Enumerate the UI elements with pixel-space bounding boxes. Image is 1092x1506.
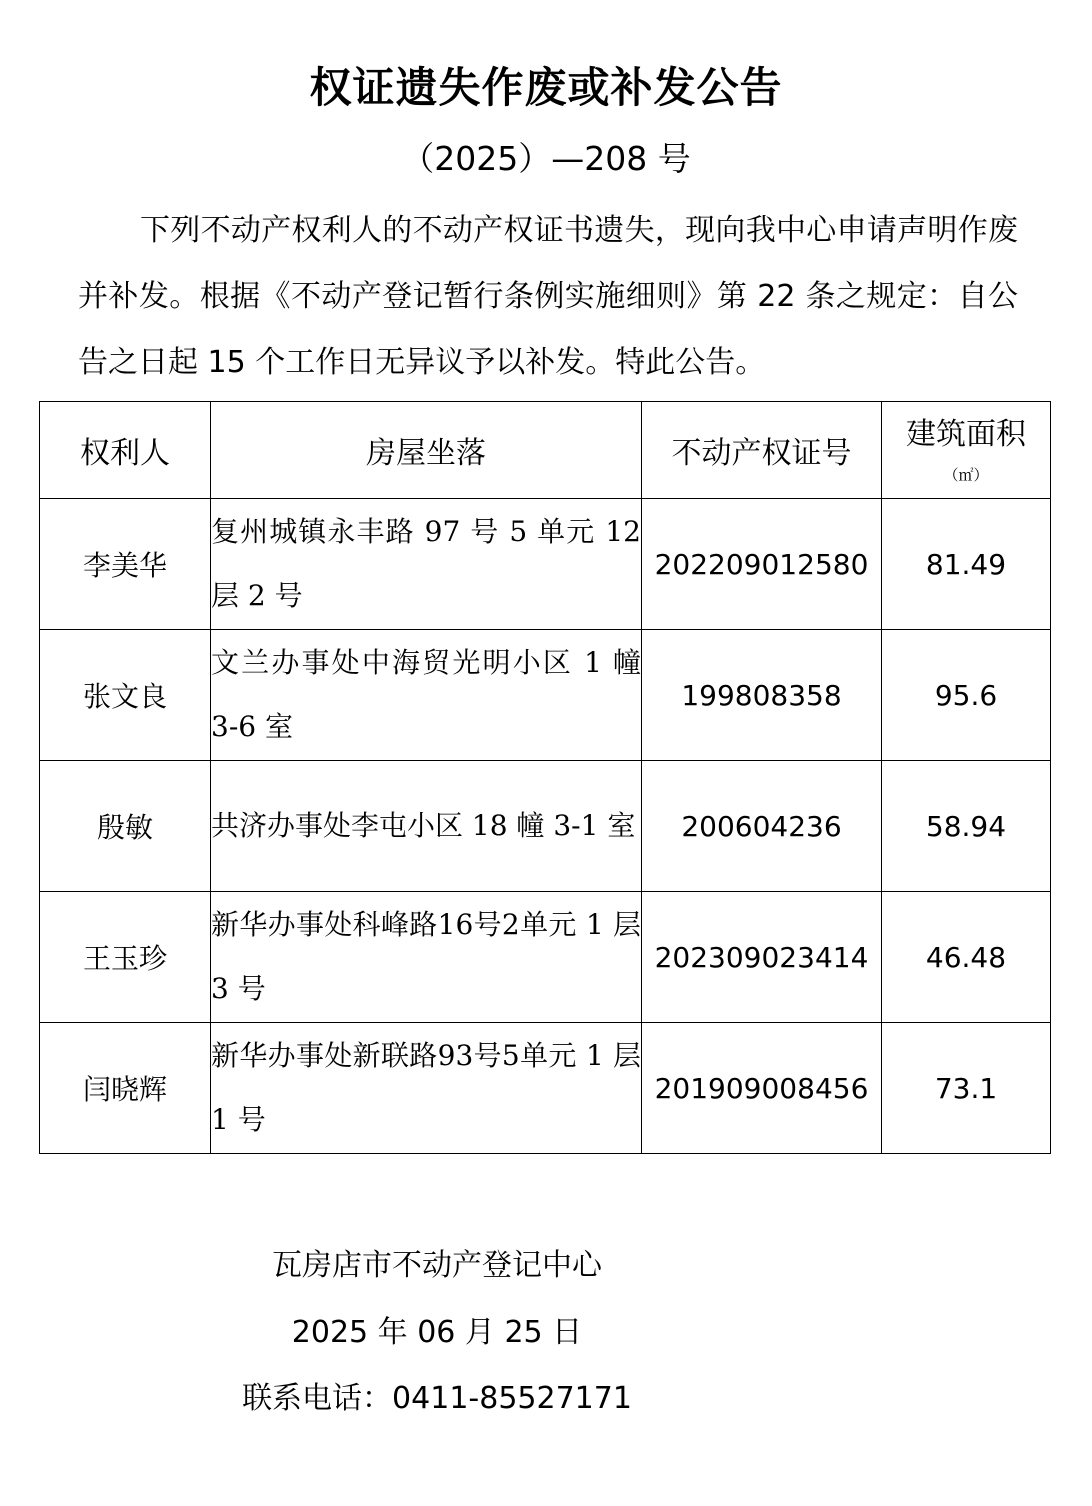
cell-cert: 202309023414 bbox=[642, 892, 882, 1023]
cell-owner: 闫晓辉 bbox=[40, 1023, 211, 1154]
header-area-label: 建筑面积 bbox=[906, 417, 1026, 452]
cell-area: 46.48 bbox=[882, 892, 1051, 1023]
cell-owner: 王玉珍 bbox=[40, 892, 211, 1023]
cell-location: 新华办事处新联路93号5单元 1 层 1 号 bbox=[211, 1023, 642, 1154]
cell-owner: 李美华 bbox=[40, 499, 211, 630]
table-row bbox=[40, 761, 1051, 892]
cell-area: 73.1 bbox=[882, 1023, 1051, 1154]
header-location: 房屋坐落 bbox=[211, 402, 642, 499]
table-row bbox=[40, 499, 1051, 630]
contact-phone: 联系电话：0411-85527171 bbox=[242, 1381, 632, 1416]
cell-area: 81.49 bbox=[882, 499, 1051, 630]
cell-cert: 199808358 bbox=[642, 630, 882, 761]
cell-area: 58.94 bbox=[882, 761, 1051, 892]
header-owner: 权利人 bbox=[40, 402, 211, 499]
cell-owner: 张文良 bbox=[40, 630, 211, 761]
cell-cert: 200604236 bbox=[642, 761, 882, 892]
cell-location: 共济办事处李屯小区 18 幢 3-1 室 bbox=[211, 761, 642, 892]
records-table bbox=[39, 401, 1051, 1154]
cell-cert: 202209012580 bbox=[642, 499, 882, 630]
table-row bbox=[40, 892, 1051, 1023]
cell-location: 文兰办事处中海贸光明小区 1 幢 3-6 室 bbox=[211, 630, 642, 761]
issue-date: 2025 年 06 月 25 日 bbox=[291, 1315, 583, 1350]
issuer-name: 瓦房店市不动产登记中心 bbox=[272, 1248, 602, 1283]
table-row bbox=[40, 1023, 1051, 1154]
header-area-unit: （㎡） bbox=[943, 466, 989, 484]
cell-location: 新华办事处科峰路16号2单元 1 层 3 号 bbox=[211, 892, 642, 1023]
header-cert: 不动产权证号 bbox=[642, 402, 882, 499]
header-area bbox=[882, 402, 1051, 499]
notice-number: （2025）—208 号 bbox=[401, 139, 691, 178]
cell-owner: 殷敏 bbox=[40, 761, 211, 892]
table-header-row bbox=[40, 402, 1051, 499]
cell-cert: 201909008456 bbox=[642, 1023, 882, 1154]
notice-title: 权证遗失作废或补发公告 bbox=[309, 63, 783, 112]
cell-area: 95.6 bbox=[882, 630, 1051, 761]
table-row bbox=[40, 630, 1051, 761]
cell-location: 复州城镇永丰路 97 号 5 单元 12 层 2 号 bbox=[211, 499, 642, 630]
notice-body: 下列不动产权利人的不动产权证书遗失，现向我中心申请声明作废并补发。根据《不动产登记暂行条例实施细则》第 22 条之规定：自公告之日起 15 个工作日无异议予以补发。特此公告。 bbox=[78, 213, 1018, 380]
